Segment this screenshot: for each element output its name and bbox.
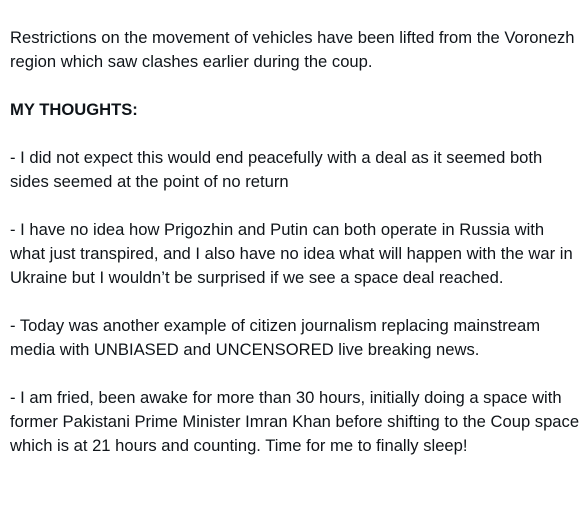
post-paragraph-thought-4: - I am fried, been awake for more than 30 hours, initially doing a space with former Pakistani Prime Minister Imran Khan before shifting to the Coup space which is at 21 hours and counting. Time for me to finally sleep! [10, 388, 580, 455]
post-heading-my-thoughts: MY THOUGHTS: [10, 100, 138, 119]
post-paragraph-thought-3: - Today was another example of citizen journalism replacing mainstream media with UNBIASED and UNCENSORED live breaking news. [10, 316, 541, 359]
post-body [10, 26, 580, 458]
post-paragraph-restrictions: Restrictions on the movement of vehicles have been lifted from the Voronezh region which saw clashes earlier during the coup. [10, 28, 575, 71]
post-paragraph-thought-2: - I have no idea how Prigozhin and Putin can both operate in Russia with what just transpired, and I also have no idea what will happen with the war in Ukraine but I wouldn’t be surprised if we see a space deal reached. [10, 220, 573, 287]
post-paragraph-thought-1: - I did not expect this would end peacefully with a deal as it seemed both sides seemed at the point of no return [10, 148, 543, 191]
